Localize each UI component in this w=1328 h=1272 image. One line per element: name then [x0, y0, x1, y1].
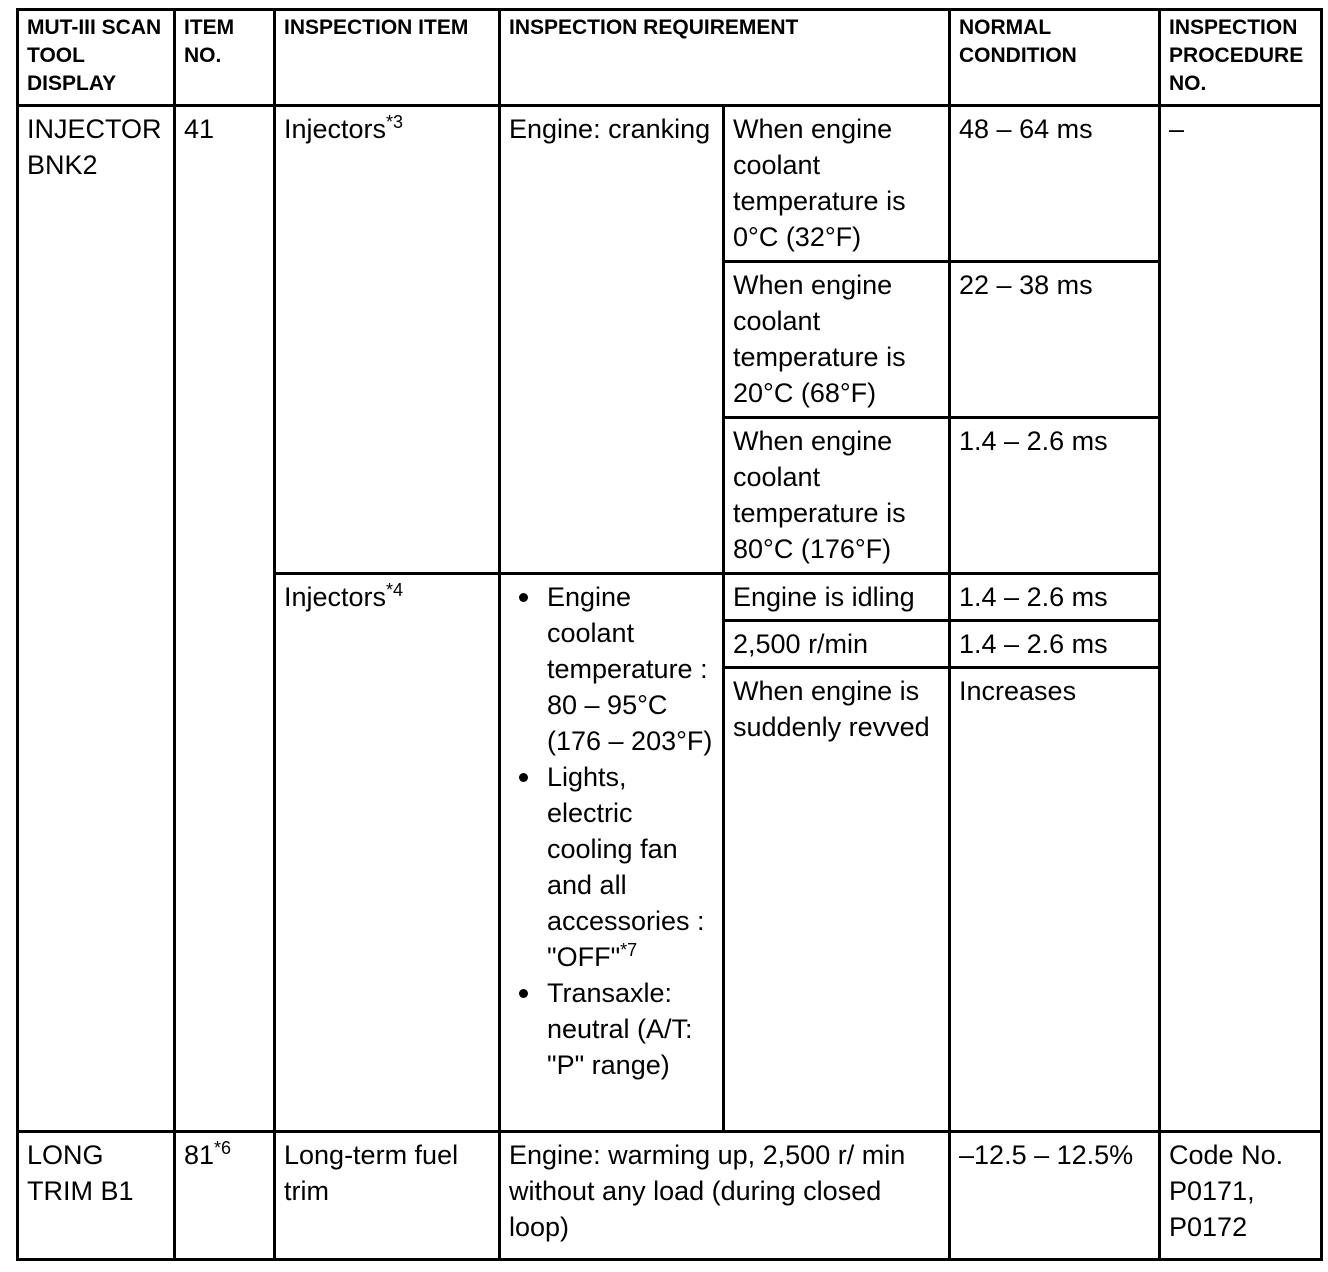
requirement-list — [509, 579, 715, 1083]
normal-value-cell: 48 – 64 ms — [950, 106, 1160, 262]
table-row — [18, 1132, 1322, 1260]
inspection-item-cell — [275, 106, 500, 574]
header-item-no: ITEM NO. — [175, 10, 275, 106]
header-inspection-item: INSPECTION ITEM — [275, 10, 500, 106]
list-item: Lights, electric cooling fan and all accessories : "OFF"$^{*7}$ — [509, 759, 715, 975]
requirement-cell: Engine: cranking — [500, 106, 724, 574]
footnote-ref: *4 — [386, 580, 404, 600]
header-procedure-no: INSPECTION PROCEDURE NO. — [1160, 10, 1322, 106]
footnote-ref: *3 — [386, 112, 404, 132]
procedure-cell: – — [1160, 106, 1322, 1132]
normal-value-cell: 1.4 – 2.6 ms — [950, 621, 1160, 668]
item-no-cell: 41 — [175, 106, 275, 1132]
header-display: MUT-III SCAN TOOL DISPLAY — [18, 10, 175, 106]
condition-cell: Engine is idling — [724, 574, 950, 621]
condition-cell: 2,500 r/min — [724, 621, 950, 668]
normal-value-cell: 1.4 – 2.6 ms — [950, 418, 1160, 574]
normal-value-cell: Increases — [950, 668, 1160, 1132]
procedure-cell: Code No. P0171, P0172 — [1160, 1132, 1322, 1260]
normal-value-cell: –12.5 – 12.5% — [950, 1132, 1160, 1260]
condition-cell: When engine coolant temperature is 0°C (32°F) — [724, 106, 950, 262]
condition-cell: When engine coolant temperature is 20°C (68°F) — [724, 262, 950, 418]
normal-value-cell: 22 – 38 ms — [950, 262, 1160, 418]
footnote-ref: *7 — [620, 940, 638, 960]
item-no-cell: 81$^{*6}$ — [175, 1132, 275, 1260]
display-cell: INJECTOR BNK2 — [18, 106, 175, 1132]
inspection-table — [16, 8, 1323, 1261]
display-cell: LONG TRIM B1 — [18, 1132, 175, 1260]
condition-cell: When engine is suddenly revved — [724, 668, 950, 1132]
inspection-item-cell — [275, 574, 500, 1132]
inspection-item-cell: Long-term fuel trim — [275, 1132, 500, 1260]
normal-value-cell: 1.4 – 2.6 ms — [950, 574, 1160, 621]
requirement-cell — [500, 574, 724, 1132]
requirement-cell: Engine: warming up, 2,500 r/ min without any load (during closed loop) — [500, 1132, 950, 1260]
inspection-item-text: Injectors — [284, 114, 387, 144]
footnote-ref: *6 — [214, 1138, 232, 1158]
header-requirement: INSPECTION REQUIREMENT — [500, 10, 950, 106]
list-item: Transaxle: neutral (A/T: "P" range) — [509, 975, 715, 1083]
list-item: Engine coolant temperature : 80 – 95°C (176 – 203°F) — [509, 579, 715, 759]
condition-cell: When engine coolant temperature is 80°C (176°F) — [724, 418, 950, 574]
header-row — [18, 10, 1322, 106]
table-row — [18, 106, 1322, 262]
header-normal-condition: NORMAL CONDITION — [950, 10, 1160, 106]
inspection-item-text: Injectors — [284, 582, 387, 612]
